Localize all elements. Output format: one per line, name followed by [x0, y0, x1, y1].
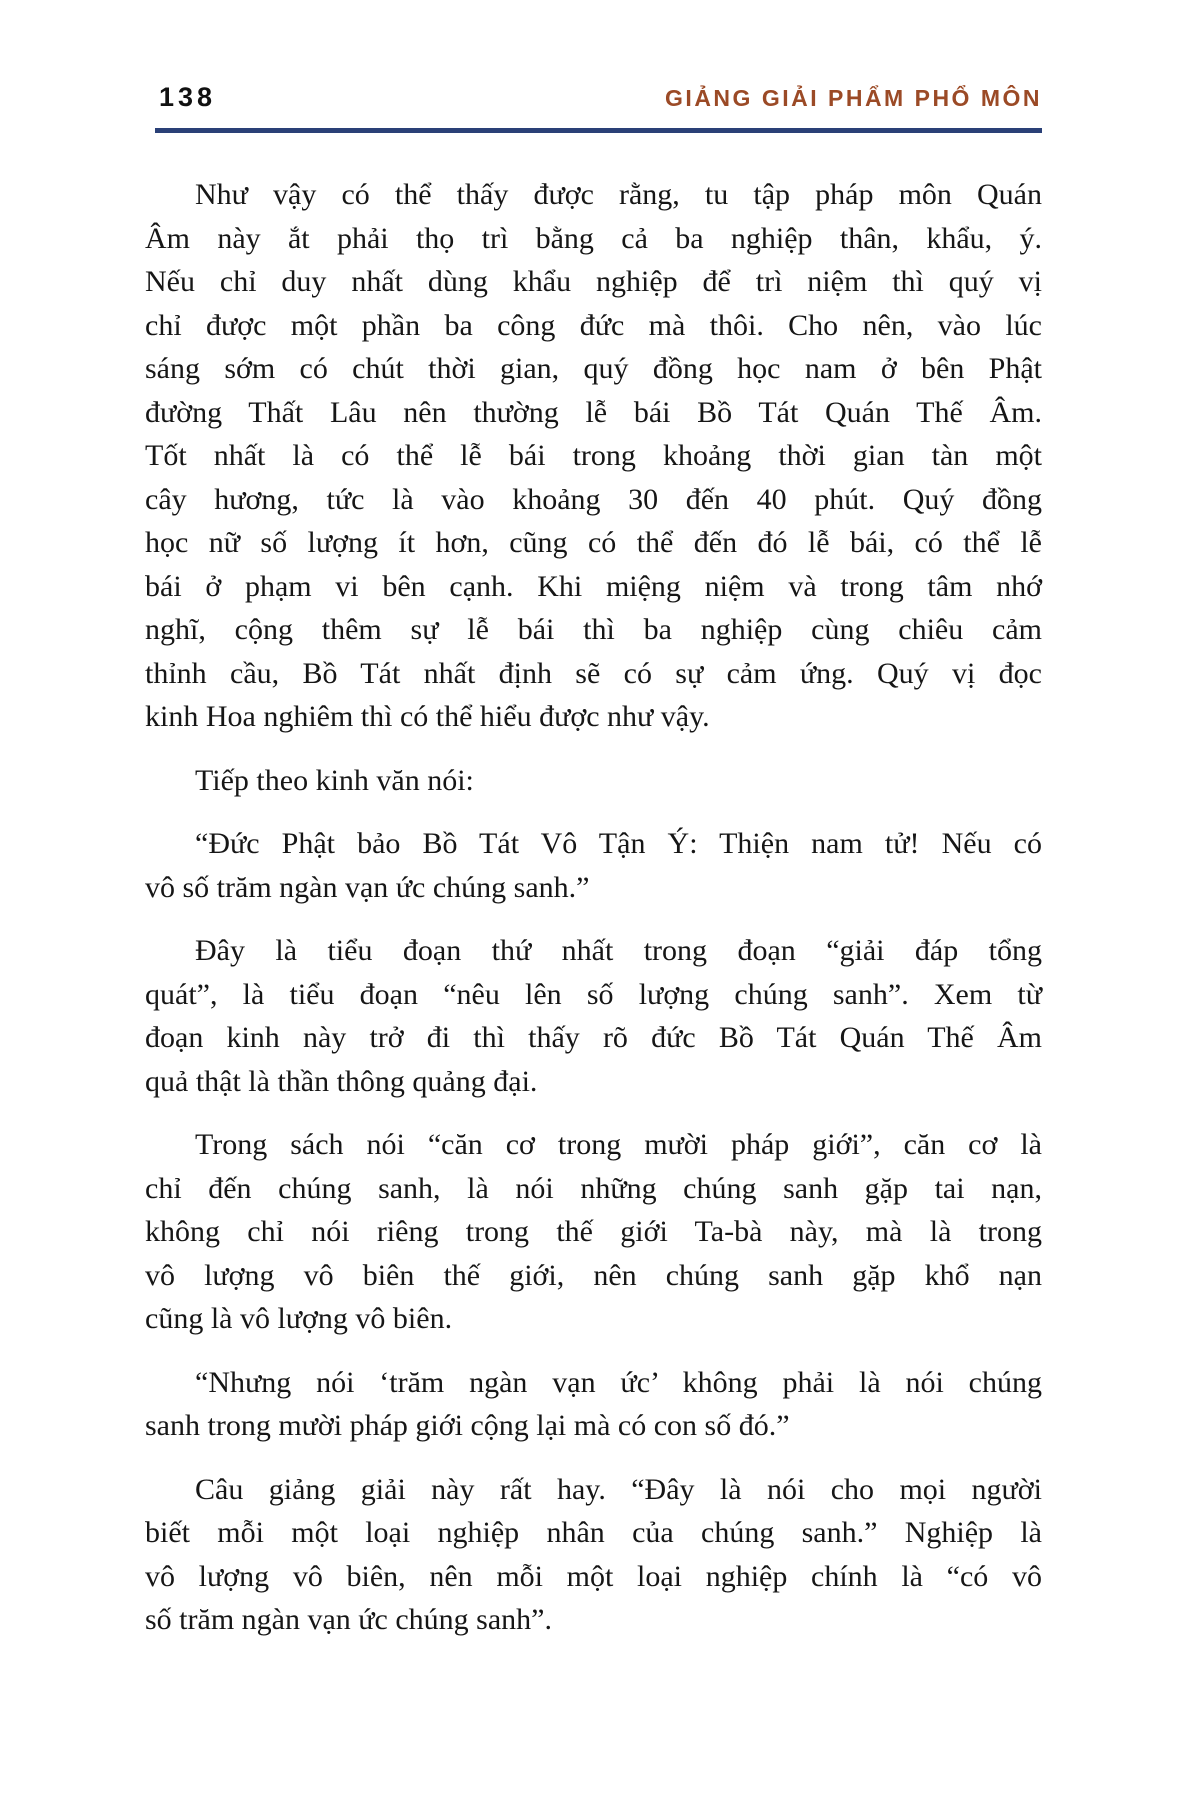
text-line: bái ở phạm vi bên cạnh. Khi miệng niệm và trong tâm nhớ — [145, 569, 1042, 603]
paragraph — [145, 1123, 1042, 1341]
text-line: biết mỗi một loại nghiệp nhân của chúng sanh.” Nghiệp là — [145, 1516, 1042, 1549]
running-header-title: GIẢNG GIẢI PHẨM PHỔ MÔN — [665, 85, 1042, 111]
text-line: nghĩ, cộng thêm sự lễ bái thì ba nghiệp cùng chiêu cảm — [145, 613, 1042, 646]
paragraph — [145, 1468, 1042, 1642]
text-line: Trong sách nói “căn cơ trong mười pháp giới”, căn cơ là — [195, 1128, 1042, 1161]
text-line: “Nhưng nói ‘trăm ngàn vạn ức’ không phải là nói chúng — [195, 1365, 1042, 1399]
text-line: thỉnh cầu, Bồ Tát nhất định sẽ có sự cảm ứng. Quý vị đọc — [145, 656, 1042, 690]
text-line: Âm này ắt phải thọ trì bằng cả ba nghiệp thân, khẩu, ý. — [145, 221, 1042, 255]
text-line: “Đức Phật bảo Bồ Tát Vô Tận Ý: Thiện nam tử! Nếu có — [195, 827, 1042, 860]
paragraph — [145, 929, 1042, 1103]
text-line: sanh trong mười pháp giới cộng lại mà có con số đó.” — [145, 1409, 790, 1442]
text-line: chỉ đến chúng sanh, là nói những chúng sanh gặp tai nạn, — [145, 1171, 1042, 1205]
text-line: Câu giảng giải này rất hay. “Đây là nói cho mọi người — [195, 1472, 1042, 1506]
text-line: Như vậy có thể thấy được rằng, tu tập pháp môn Quán — [195, 178, 1042, 211]
text-line: Đây là tiểu đoạn thứ nhất trong đoạn “giải đáp tổng — [195, 934, 1042, 967]
text-line: không chỉ nói riêng trong thế giới Ta-bà này, mà là trong — [145, 1215, 1042, 1248]
body-text — [145, 173, 1042, 1642]
text-line: Nếu chỉ duy nhất dùng khẩu nghiệp để trì niệm thì quý vị — [145, 265, 1042, 298]
paragraph — [145, 173, 1042, 739]
text-line: học nữ số lượng ít hơn, cũng có thể đến đó lễ bái, có thể lễ — [145, 526, 1042, 559]
page-header — [145, 0, 1042, 113]
text-line: chỉ được một phần ba công đức mà thôi. Cho nên, vào lúc — [145, 308, 1042, 342]
text-line: vô lượng vô biên, nên mỗi một loại nghiệp chính là “có vô — [145, 1559, 1042, 1593]
text-line: quả thật là thần thông quảng đại. — [145, 1064, 538, 1098]
paragraph — [145, 822, 1042, 909]
paragraph — [145, 759, 1042, 803]
text-line: đường Thất Lâu nên thường lễ bái Bồ Tát Quán Thế Âm. — [145, 395, 1042, 429]
text-line: sáng sớm có chút thời gian, quý đồng học nam ở bên Phật — [145, 352, 1042, 385]
text-line: Tốt nhất là có thể lễ bái trong khoảng thời gian tàn một — [145, 439, 1042, 472]
text-line: cũng là vô lượng vô biên. — [145, 1302, 453, 1335]
content-column — [145, 0, 1042, 1642]
text-line: Tiếp theo kinh văn nói: — [195, 763, 474, 797]
page-number: 138 — [159, 82, 217, 112]
text-line: kinh Hoa nghiêm thì có thể hiểu được như vậy. — [145, 700, 710, 733]
text-line: số trăm ngàn vạn ức chúng sanh”. — [145, 1603, 552, 1636]
text-line: đoạn kinh này trở đi thì thấy rõ đức Bồ Tát Quán Thế Âm — [145, 1021, 1042, 1054]
paragraph — [145, 1361, 1042, 1448]
header-rule — [155, 128, 1042, 133]
text-line: quát”, là tiểu đoạn “nêu lên số lượng chúng sanh”. Xem từ — [145, 977, 1042, 1011]
text-line: vô số trăm ngàn vạn ức chúng sanh.” — [145, 870, 590, 904]
text-line: vô lượng vô biên thế giới, nên chúng sanh gặp khổ nạn — [145, 1258, 1042, 1292]
text-line: cây hương, tức là vào khoảng 30 đến 40 phút. Quý đồng — [145, 482, 1042, 516]
